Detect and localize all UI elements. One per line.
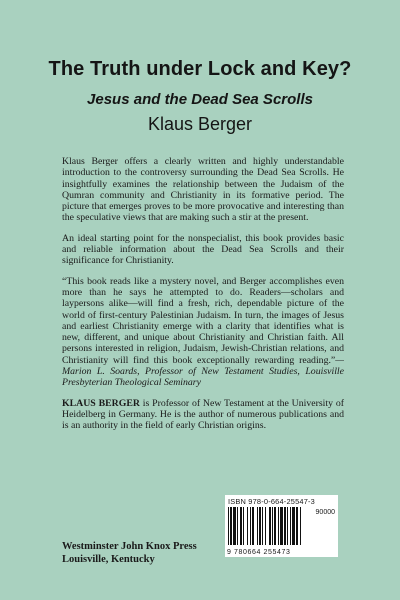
barcode-bar bbox=[300, 507, 301, 545]
book-author: Klaus Berger bbox=[147, 114, 253, 134]
barcode-bar bbox=[292, 507, 295, 545]
publisher-location: Louisville, Kentucky bbox=[62, 554, 155, 565]
barcode-bar bbox=[269, 507, 271, 545]
barcode-bar bbox=[278, 507, 279, 545]
book-title: The Truth under Lock and Key? bbox=[48, 58, 352, 80]
barcode-bar bbox=[228, 507, 229, 545]
barcode-bar bbox=[262, 507, 263, 545]
endorsement-attribution: —Marion L. Soards, Professor of New Testament Studies, Louisville Presbyterian Theological Seminary bbox=[62, 354, 344, 389]
publisher-block bbox=[62, 540, 232, 566]
barcode-bar bbox=[284, 507, 286, 545]
barcode-bar bbox=[257, 507, 258, 545]
author-bio-name: KLAUS BERGER bbox=[62, 397, 140, 409]
barcode-bar bbox=[233, 507, 236, 545]
barcode-bar bbox=[240, 507, 242, 545]
barcode-bar bbox=[247, 507, 248, 545]
barcode-bar bbox=[280, 507, 283, 545]
author-bio-text: is Professor of New Testament at the University of Heidelberg in Germany. He is the author of numerous publications and is an authority in the field of early Christian origins. bbox=[62, 397, 345, 432]
author-bio bbox=[62, 398, 344, 432]
publisher-name: Westminster John Knox Press bbox=[62, 541, 197, 552]
barcode-bar bbox=[272, 507, 273, 545]
barcode-bar bbox=[237, 507, 238, 545]
barcode-bar bbox=[243, 507, 244, 545]
barcode-bar bbox=[265, 507, 266, 545]
barcode-bar bbox=[250, 507, 251, 545]
book-subtitle: Jesus and the Dead Sea Scrolls bbox=[87, 91, 313, 108]
barcode-bar bbox=[230, 507, 232, 545]
barcode-bar bbox=[274, 507, 276, 545]
barcode-bar bbox=[252, 507, 254, 545]
barcode-digits: 9 780664 255473 bbox=[227, 549, 291, 556]
endorsement-quote: “This book reads like a mystery novel, and Berger accomplishes even more than he says he attempted to do. Readers—scholars and laypersons alike—will find a fresh, rich, dependable picture of the world of first-century Palestinian Judaism. In turn, the images of Jesus and earliest Christianity emerge with a clarity that identifies what is new, different, and unique about Christianity and Christian faith. All persons interested in religion, Judaism, Jewish-Christian relations, and Christianity will find this book exceptionally rewarding reading.” bbox=[62, 275, 344, 366]
endorsement-paragraph bbox=[62, 276, 344, 389]
barcode-bar bbox=[259, 507, 261, 545]
barcode-bar bbox=[296, 507, 298, 545]
barcode-bar bbox=[290, 507, 291, 545]
barcode-bars bbox=[227, 507, 309, 545]
description-paragraph-1: Klaus Berger offers a clearly written and highly understandable introduction to the controversy surrounding the Dead Sea Scrolls. He insightfully examines the relationship between the Judaism of the Qumran community and Christianity in its formative period. The picture that emerges proves to be more provocative and interesting than the speculative views that are making such a stir at the present. bbox=[62, 156, 344, 224]
price-code: 90000 bbox=[315, 509, 335, 516]
description-paragraph-2: An ideal starting point for the nonspecialist, this book provides basic and reliable information about the Dead Sea Scrolls and their significance for Christianity. bbox=[62, 232, 344, 267]
isbn-barcode bbox=[225, 495, 338, 557]
isbn-label: ISBN 978-0-664-25547-3 bbox=[228, 497, 315, 506]
barcode-bar bbox=[287, 507, 288, 545]
cover-body-text bbox=[62, 156, 344, 441]
